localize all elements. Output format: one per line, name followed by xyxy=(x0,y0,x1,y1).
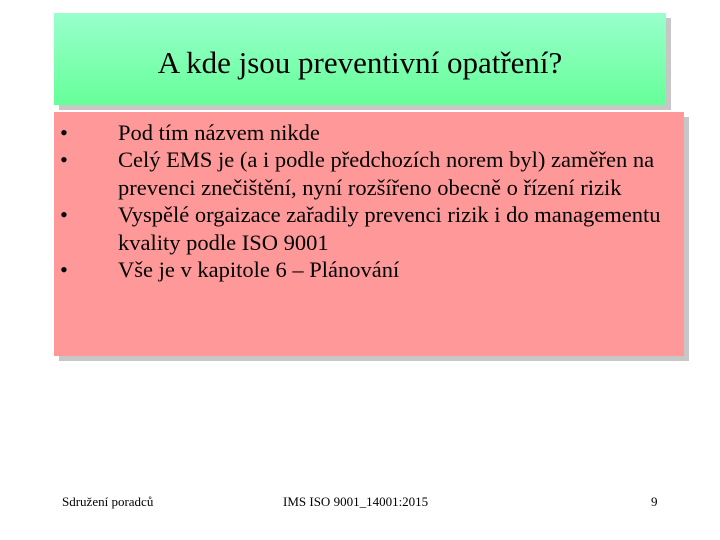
footer-document-title: IMS ISO 9001_14001:2015 xyxy=(283,494,429,509)
title-box xyxy=(54,13,666,105)
bullet-text: Celý EMS je (a i podle předchozích norem byl) zaměřen na prevenci znečištění, nyní rozšířeno obecně o řízení rizik xyxy=(118,147,655,200)
content-box xyxy=(54,112,684,356)
list-item xyxy=(54,146,684,201)
bullet-icon: • xyxy=(60,257,68,283)
footer-organization: Sdružení poradců xyxy=(62,494,154,509)
bullet-text: Vyspělé orgaizace zařadily prevenci rizik i do managementu kvality podle ISO 9001 xyxy=(118,202,661,255)
bullet-text: Pod tím názvem nikde xyxy=(118,120,320,145)
bullet-list xyxy=(54,119,684,283)
slide-title: A kde jsou preventivní opatření? xyxy=(157,44,563,80)
footer-page-number: 9 xyxy=(651,494,658,509)
bullet-icon: • xyxy=(60,147,68,173)
list-item xyxy=(54,201,684,256)
bullet-text: Vše je v kapitole 6 – Plánování xyxy=(118,257,400,283)
list-item xyxy=(54,119,684,146)
list-item xyxy=(54,256,684,283)
bullet-icon: • xyxy=(60,120,68,145)
bullet-icon: • xyxy=(60,202,68,228)
